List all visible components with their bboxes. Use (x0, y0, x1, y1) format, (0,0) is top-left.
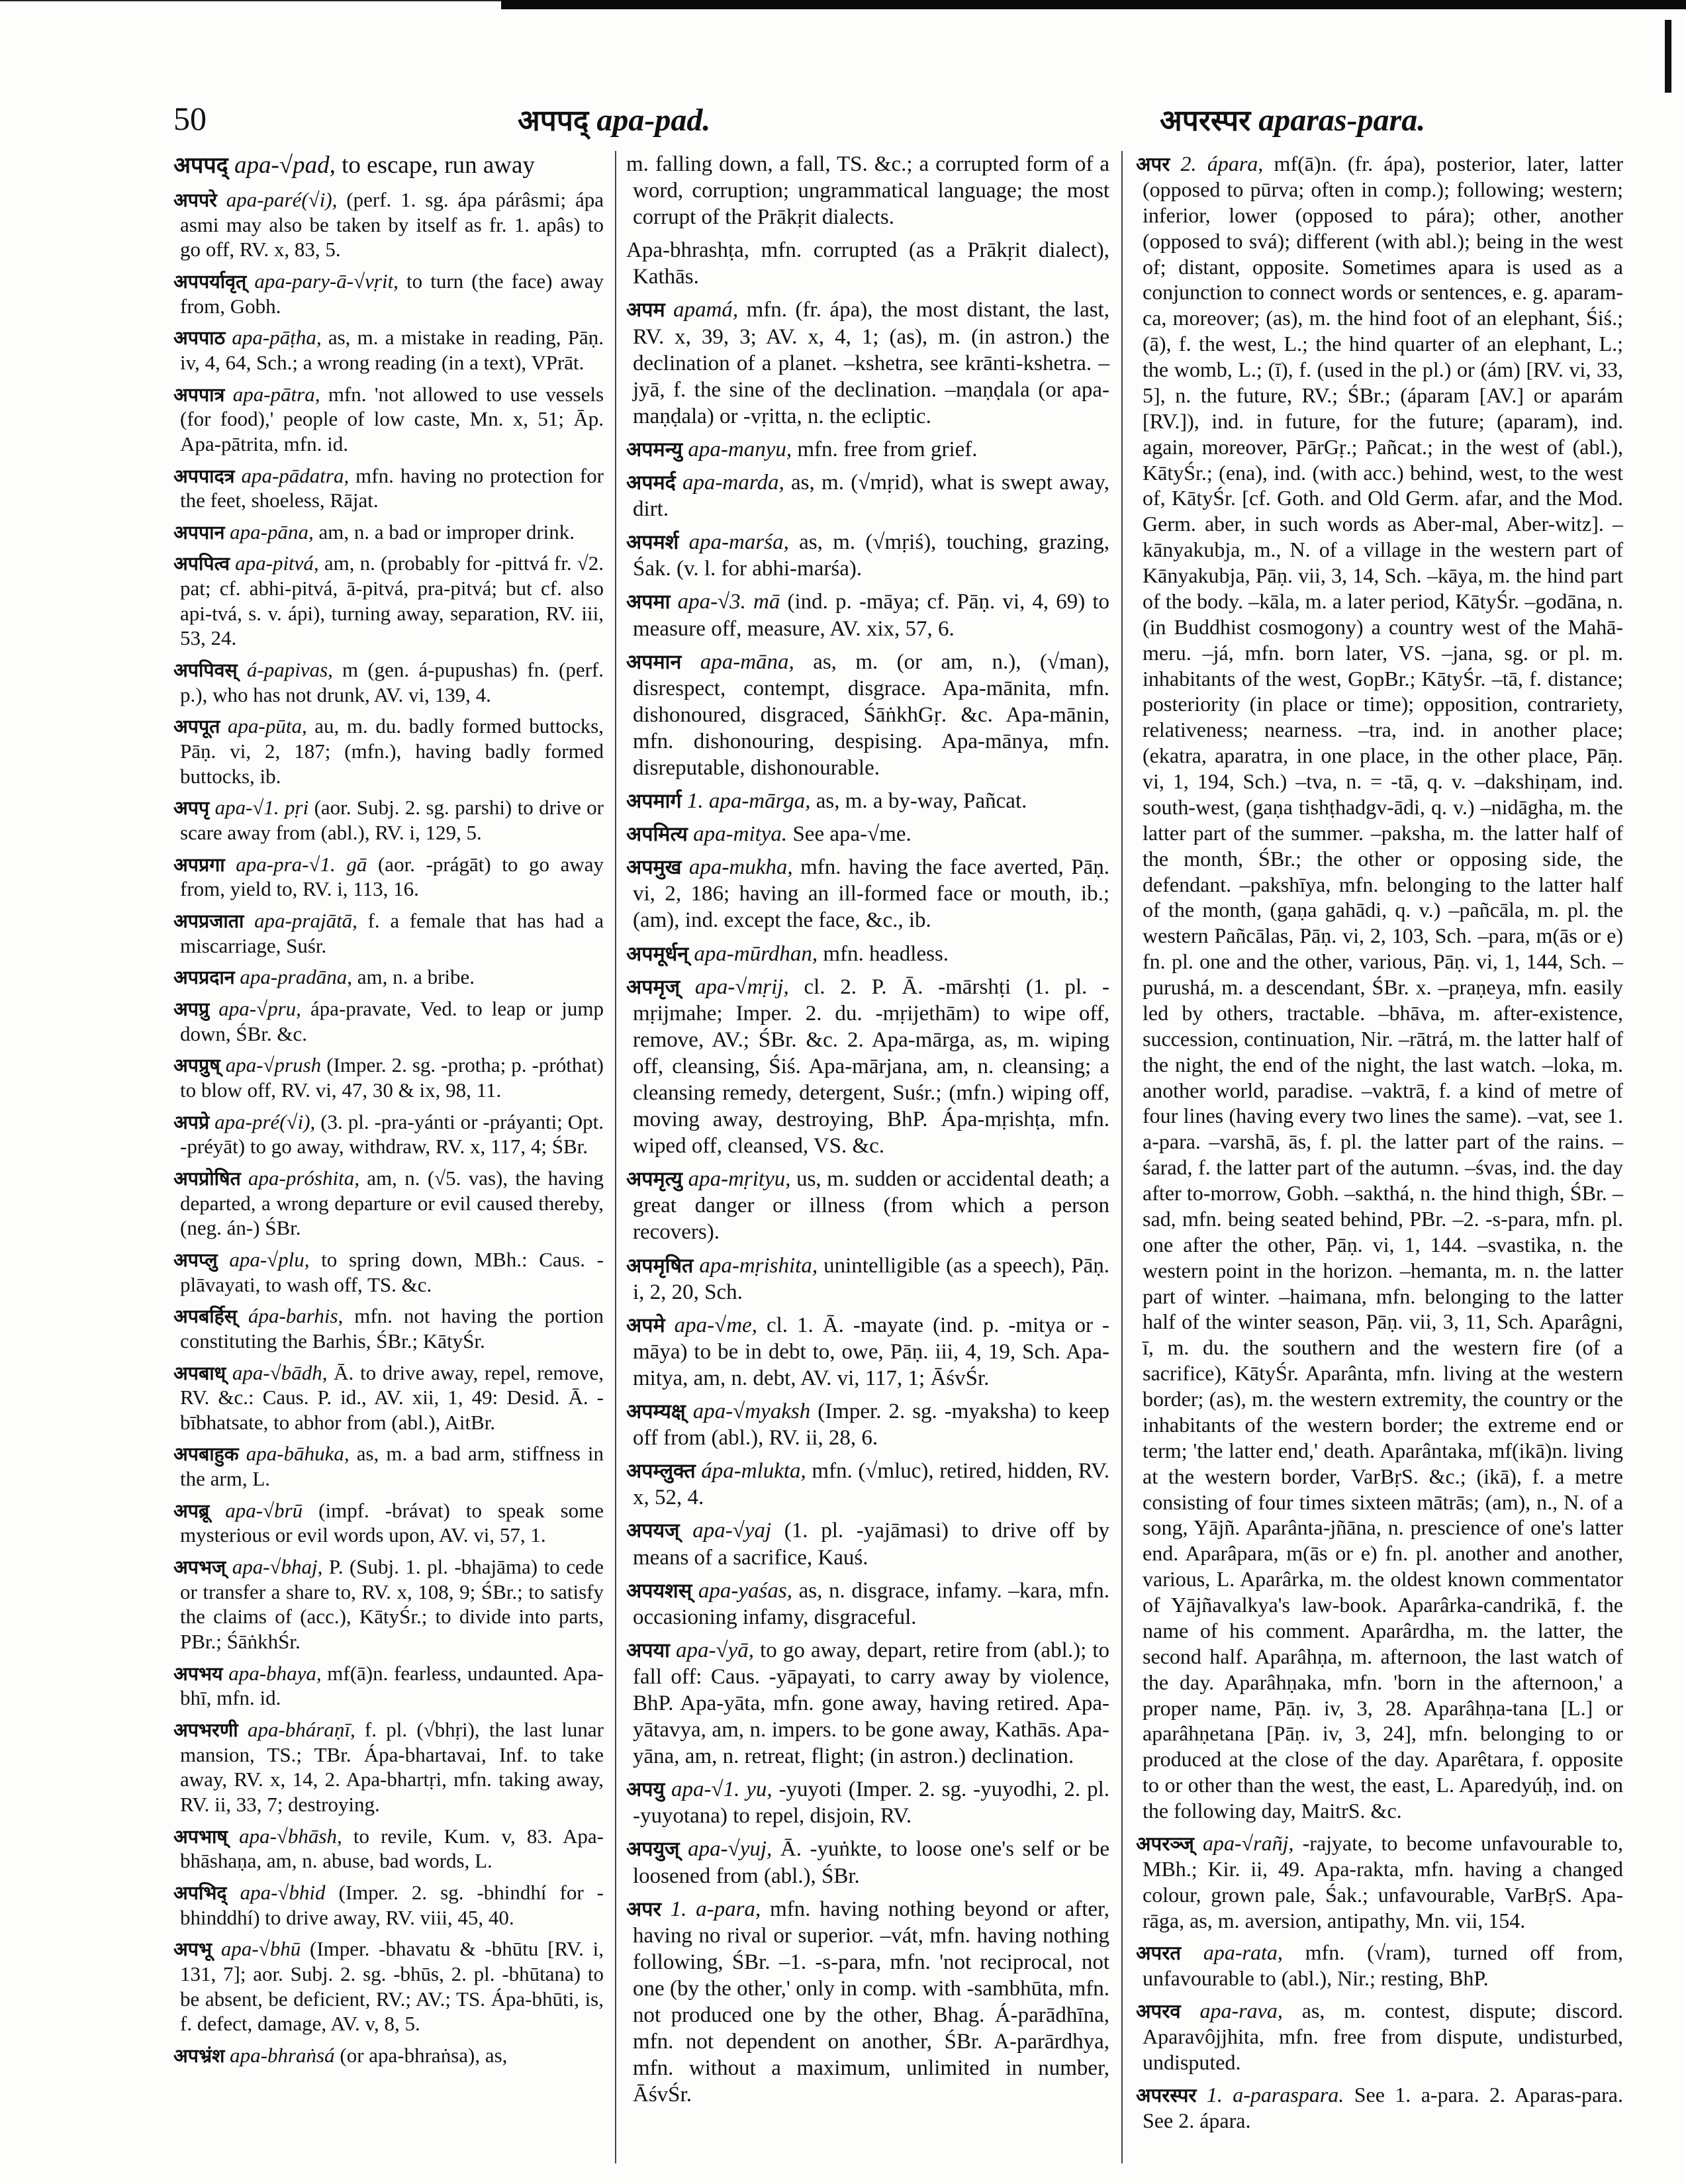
dictionary-entry (626, 1458, 1109, 1511)
dictionary-entry (173, 2043, 604, 2068)
entry-definition: See apa-√me. (787, 822, 912, 847)
headword-transliteration: apa-rava, (1199, 1999, 1283, 2023)
entry-definition: to spring down, MBh.: Caus. -plāvayati, to wash off, TS. &c. (180, 1247, 604, 1296)
headword-transliteration: apa-√brū (225, 1498, 303, 1522)
headword-devanagari: अपमृषित (626, 1254, 694, 1278)
headword-devanagari: अपबर्हिस् (173, 1306, 238, 1328)
entry-definition: mfn. (fr. ápa), the most distant, the last, RV. x, 39, 3; AV. x, 4, 1; (as), m. (in astron.) the declination of a planet. –kshetra, see krānti-kshetra. –jyā, f. the sine of the declination. –maṇḍala (or apa-maṇḍala) or -vṛitta, n. the ecliptic. (633, 298, 1110, 428)
dictionary-entry (626, 1637, 1109, 1770)
headword-devanagari: अपमर्द (626, 471, 676, 495)
headword-transliteration: apa-√mṛij, (694, 974, 789, 999)
entry-definition: mfn. having nothing beyond or after, having no rival or superior. –vát, mfn. having nothing following, ŚBr. –1. -s-para, mfn. 'not reciprocal, not one (by the other,' only in comp. with -sambhūta, mfn. not produced one by the other, Bhag. Á-parādhīna, mfn. not dependent on another, ŚBr. A-parārdhya, mfn. without a maximum, unlimited in number, ĀśvŚr. (633, 1897, 1109, 2107)
headword-transliteration: apa-māna, (700, 649, 794, 674)
entry-definition: mfn. (√mluc), retired, hidden, RV. x, 52, 4. (633, 1459, 1109, 1510)
entry-definition: am, n. (√5. vas), the having departed, a wrong departure or evil caused thereby, (neg. án-) ŚBr. (180, 1166, 604, 1240)
headword-transliteration: á-papivas, (246, 658, 333, 682)
headword-transliteration: apa-√prush (225, 1053, 322, 1077)
entry-definition: -yuyoti (Imper. 2. sg. -yuyodhi, 2. pl. -yuyotana) to repel, disjoin, RV. (633, 1778, 1110, 1828)
headword-transliteration: 1. a-paraspara. (1206, 2082, 1344, 2107)
headword-transliteration: apa-bháraṇī, (247, 1718, 355, 1742)
scan-top-bar (501, 0, 1686, 9)
entry-definition: as, m. a mistake in reading, Pāṇ. iv, 4, 64, Sch.; a wrong reading (in a text), VPrāt. (180, 326, 604, 374)
entry-definition: as, m. contest, dispute; discord. Aparavôjjhita, mfn. free from dispute, undisturbed, undisputed. (1143, 1999, 1623, 2074)
dictionary-entry (173, 463, 604, 513)
headword-transliteration: apa-marśa, (688, 530, 789, 555)
headword-transliteration: 2. ápara, (1180, 152, 1264, 175)
column-rule (1121, 151, 1123, 2163)
dictionary-entry (173, 852, 604, 902)
headword-transliteration: apa-bhraṅsá (230, 2043, 335, 2067)
headword-devanagari: अपम्यक्ष् (626, 1400, 686, 1424)
headword-transliteration: apa-pātra, (232, 382, 320, 406)
headword-transliteration: apamá, (673, 298, 739, 322)
headword-transliteration: apa-mṛityu, (688, 1167, 791, 1192)
right-headword-transliteration: aparas-para. (1258, 103, 1426, 138)
entry-definition: f. pl. (√bhṛi), the last lunar mansion, TS.; TBr. Ápa-bhartavai, Inf. to take away, RV. x, 14, 2. Apa-bhartṛi, mfn. taking away, RV. ii, 33, 7; destroying. (180, 1718, 604, 1817)
entry-definition: (Imper. -bhavatu & -bhūtu [RV. i, 131, 7]; aor. Subj. 2. sg. -bhūs, 2. pl. -bhūtana) to be absent, be deficient, RV.; AV.; TS. Ápa-bhūti, is, f. defect, damage, AV. v, 8, 5. (180, 1937, 604, 2036)
headword-devanagari: अपप्रजाता (173, 910, 244, 933)
left-running-headword (518, 99, 710, 139)
entry-definition: mfn. having no protection for the feet, shoeless, Rājat. (180, 463, 604, 512)
headword-devanagari: अपपाठ (173, 327, 226, 350)
dictionary-entry (173, 1498, 604, 1548)
dictionary-entry (626, 529, 1109, 582)
headword-transliteration: apa-pary-ā-√vṛit, (254, 269, 398, 293)
headword-transliteration: 1. apa-mārga, (686, 789, 811, 814)
headword-transliteration: apa-√1. yu, (671, 1778, 773, 1802)
headword-devanagari: अपर (1136, 153, 1170, 175)
entry-definition: as, m. (√mṛiś), touching, grazing, Śak. (v. l. for abhi-marśa). (633, 530, 1109, 581)
headword-transliteration: 1. a-para, (670, 1897, 761, 1921)
headword-devanagari: अपपर्यावृत् (173, 270, 247, 293)
right-headword-devanagari: अपरस्पर (1160, 104, 1251, 138)
dictionary-entry (173, 1166, 604, 1241)
entry-definition: as, n. disgrace, infamy. –kara, mfn. occasioning infamy, disgraceful. (633, 1578, 1110, 1629)
entry-definition: Ā. to drive away, repel, remove, RV. &c.: Caus. P. id., AV. xii, 1, 49: Desid. Ā. -bībhatsate, to abhor from (abl.), AitBr. (180, 1360, 604, 1434)
entry-definition: to go away, depart, retire from (abl.); to fall off: Caus. -yāpayati, to carry away by violence, BhP. Apa-yāta, mfn. gone away, having retired. Apa-yātavya, am, n. impers. to be gone away, Kathās. Apa-yāna, am, n. retreat, flight; (in astron.) declination. (633, 1638, 1109, 1769)
headword-transliteration: apa-pādatra, (241, 463, 350, 487)
dictionary-entry (173, 325, 604, 375)
column-1 (173, 151, 604, 2075)
entry-definition: (aor. -prágāt) to go away from, yield to, RV. i, 113, 16. (180, 852, 604, 901)
dictionary-entry (173, 1110, 604, 1159)
headword-devanagari: अपमन्यु (626, 438, 683, 461)
headword-devanagari: अपबाध् (173, 1362, 226, 1384)
dictionary-entry (626, 974, 1109, 1160)
entry-definition: as, m. (or am, n.), (√man), disrespect, contempt, disgrace. Apa-mānita, mfn. dishonoured, disgraced, ŚāṅkhGṛ. &c. Apa-mānin, mfn. dishonouring, despising. Apa-mānya, mfn. disreputable, dishonourable. (633, 649, 1110, 780)
headword-transliteration: apa-√myaksh (692, 1400, 811, 1424)
dictionary-entry (626, 469, 1109, 522)
entry-definition: mfn. headless. (818, 941, 949, 966)
entry-definition: as, m. a bad arm, stiffness in the arm, L. (180, 1442, 604, 1491)
left-headword-devanagari: अपपद् (518, 104, 589, 138)
dictionary-entry (626, 436, 1109, 463)
headword-devanagari: अपप्रदान (173, 967, 235, 989)
dictionary-entry (173, 1554, 604, 1654)
headword-devanagari: अपपरे (173, 189, 217, 211)
entry-definition: Ā. -yuṅkte, to loose one's self or be loosened from (abl.), ŚBr. (633, 1837, 1109, 1888)
headword-devanagari: अपरञ्ज् (1136, 1832, 1194, 1855)
dictionary-entry (173, 657, 604, 707)
page-header (173, 99, 1623, 151)
entry-definition: cl. 2. P. Ā. -mārshṭi (1. pl. -mṛijmahe; Imper. 2. du. -mṛijethām) to wipe off, remove, AV.; ŚBr. &c. 2. Apa-mārga, as, m. wiping off, cleansing, Śiś. Apa-mārjana, am, n. cleansing; a cleansing remedy, detergent, Suśr.; (mfn.) wiping off, moving away, destroying, BhP. Ápa-mṛishṭa, mfn. wiped off, cleansed, VS. &c. (633, 974, 1110, 1159)
dictionary-entry (173, 714, 604, 788)
dictionary-entry (626, 854, 1109, 933)
headword-transliteration: apa-√pru, (218, 996, 301, 1020)
entry-definition: mf(ā)n. fearless, undaunted. Apa-bhī, mfn. id. (180, 1661, 604, 1710)
dictionary-entry (626, 821, 1109, 847)
dictionary-entry (1136, 1998, 1623, 2075)
headword-transliteration: apa-mitya. (693, 822, 788, 847)
headword-transliteration: apa-marda, (682, 471, 784, 495)
column-2 (626, 151, 1109, 2114)
entry-definition: See 1. a-para. 2. Aparas-para. See 2. ápara. (1143, 2082, 1624, 2132)
headword-transliteration: apa-√bhaj, (232, 1555, 323, 1579)
headword-devanagari: अपम्लुक्त (626, 1460, 696, 1484)
dictionary-entry (173, 908, 604, 958)
headword-devanagari: अपर (626, 1897, 661, 1921)
left-headword-transliteration: apa-pad. (596, 103, 711, 138)
dictionary-entry (173, 1360, 604, 1435)
dictionary-entry (173, 520, 604, 545)
headword-transliteration: apa-√plu, (229, 1247, 310, 1271)
dictionary-entry (173, 996, 604, 1046)
headword-devanagari: अपप्रुष् (173, 1055, 220, 1077)
dictionary-entry (1136, 2082, 1623, 2134)
entry-definition: mfn. free from grief. (792, 437, 978, 461)
headword-transliteration: apa-yaśas, (698, 1578, 792, 1603)
page-number: 50 (173, 100, 207, 137)
headword-devanagari: अपयज् (626, 1519, 680, 1543)
headword-transliteration: apa-√rañj, (1202, 1830, 1294, 1855)
dictionary-entry (626, 788, 1109, 814)
headword-transliteration: apa-manyu, (688, 437, 792, 461)
headword-devanagari: अपभिद् (173, 1881, 227, 1904)
entry-definition: m (gen. á-pupushas) fn. (perf. p.), who has not drunk, AV. vi, 139, 4. (180, 658, 604, 706)
right-running-headword (1160, 99, 1425, 139)
headword-transliteration: apa-próshita, (248, 1166, 359, 1190)
entry-definition: am, n. a bad or improper drink. (313, 520, 575, 544)
headword-devanagari: अपरव (1136, 2000, 1181, 2023)
dictionary-entry (173, 1936, 604, 2036)
headword-devanagari: अपमुख (626, 856, 682, 880)
headword-devanagari: अपमित्य (626, 823, 688, 847)
entry-definition: unintelligible (as a speech), Pāṇ. i, 2, 20, Sch. (633, 1253, 1110, 1304)
dictionary-entry (173, 965, 604, 990)
dictionary-entry (626, 1312, 1109, 1392)
headword-transliteration: apa-mukha, (688, 855, 793, 880)
entry-definition: (3. pl. -pra-yánti or -práyanti; Opt. -préyāt) to go away, withdraw, RV. x, 117, 4; ŚBr. (180, 1110, 604, 1159)
headword-transliteration: apa-mṛishita, (699, 1253, 818, 1278)
entry-definition: (perf. 1. sg. ápa párâsmi; ápa asmi may also be taken by itself as fr. 1. apâs) to go off, RV. x, 83, 5. (180, 187, 604, 261)
entry-definition: am, n. (probably for -pittvá fr. √2. pat; cf. abhi-pitvá, ā-pitvá, pra-pitvá; but cf. also api-tvá, s. v. ápi), turning away, separation, RV. iii, 53, 24. (180, 551, 604, 650)
dictionary-entry (626, 1398, 1109, 1451)
headword-transliteration: apa-mūrdhan, (694, 941, 818, 966)
headword-transliteration: apa-√yuj, (688, 1837, 773, 1862)
entry-definition: (impf. -brávat) to speak some mysterious or evil words upon, AV. vi, 57, 1. (180, 1498, 604, 1547)
headword-devanagari: अपमृत्यु (626, 1168, 683, 1192)
headword-transliteration: apa-pāna, (230, 520, 314, 544)
entry-definition: us, m. sudden or accidental death; a great danger or illness (from which a person recovers). (633, 1167, 1109, 1245)
dictionary-entry (626, 1578, 1109, 1631)
headword-devanagari: अपभय (173, 1662, 223, 1685)
entry-definition: to turn (the face) away from, Gobh. (180, 269, 604, 318)
dictionary-entry (173, 1053, 604, 1102)
dictionary-entry (626, 237, 1109, 290)
headword-devanagari: अपप्रोषित (173, 1167, 241, 1190)
entry-definition: (or apa-bhraṅsa), as, (334, 2043, 508, 2067)
dictionary-entry (626, 649, 1109, 781)
dictionary-entry (626, 1253, 1109, 1306)
dictionary-entry (626, 297, 1109, 429)
dictionary-entry (1136, 1940, 1623, 1991)
dictionary-entry (626, 941, 1109, 967)
dictionary-entry (626, 589, 1109, 641)
headword-transliteration: apa-pāṭha, (232, 326, 322, 350)
entry-definition: au, m. du. badly formed buttocks, Pāṇ. vi, 2, 187; (mfn.), having badly formed buttocks, ib. (180, 714, 604, 788)
headword-transliteration: apa-√yaj (692, 1519, 772, 1543)
entry-definition: (ind. p. -māya; cf. Pāṇ. vi, 4, 69) to measure off, measure, AV. xix, 57, 6. (633, 590, 1110, 641)
headword-devanagari: अपपित्व (173, 553, 230, 575)
dictionary-entry (173, 1247, 604, 1297)
entry-definition: (Imper. 2. sg. -bhindhí for -bhinddhí) to drive away, RV. viii, 45, 40. (180, 1880, 604, 1929)
headword-devanagari: अपभरणी (173, 1719, 238, 1742)
headword-devanagari: अपभज् (173, 1556, 226, 1579)
headword-devanagari: अपपद् (173, 152, 228, 179)
entry-definition: ápa-pravate, Ved. to leap or jump down, ŚBr. &c. (180, 996, 604, 1045)
headword-devanagari: अपब्रू (173, 1499, 210, 1522)
entry-definition: mfn. 'not allowed to use vessels (for food),' people of low caste, Mn. x, 51; Āp. Apa-pātrita, mfn. id. (180, 382, 604, 455)
headword-transliteration: apa-√bādh, (232, 1360, 328, 1384)
entry-definition: am, n. a bribe. (351, 965, 475, 989)
headword-devanagari: अपमूर्धन् (626, 942, 689, 966)
entry-definition: as, m. a by-way, Pañcat. (810, 789, 1027, 814)
dictionary-entry (173, 1441, 604, 1491)
dictionary-entry (626, 151, 1109, 230)
dictionary-entry (173, 187, 604, 262)
headword-devanagari: अपबाहुक (173, 1443, 239, 1466)
headword-devanagari: अपमा (626, 591, 671, 614)
headword-transliteration: apa-√bhāsh, (239, 1824, 342, 1848)
headword-devanagari: अपमान (626, 650, 682, 674)
dictionary-entry (1136, 1830, 1623, 1934)
dictionary-entry (173, 1661, 604, 1711)
entry-definition: m. falling down, a fall, TS. &c.; a corrupted form of a word, corruption; ungrammatical language; the most corrupt of the Prākṛit dialects. (626, 152, 1109, 230)
dictionary-entry (173, 1304, 604, 1353)
dictionary-entry (626, 1896, 1109, 2109)
headword-devanagari: अपप्रगा (173, 853, 225, 876)
headword-transliteration: apa-pitvá, (235, 551, 319, 575)
headword-transliteration: ápa-barhis, (248, 1304, 344, 1328)
headword-devanagari: अपयु (626, 1778, 665, 1802)
entry-definition: mf(ā)n. (fr. ápa), posterior, later, latter (opposed to pūrva; often in comp.); following; western; inferior, lower (opposed to pára); other, another (opposed to svá); different (with abl.); being in the west of; distant, opposite. Sometimes apara is used as a conjunction to connect words or sentences, e. g. aparam-ca, moreover; (as), m. the hind foot of an elephant, Śiś.; (ā), f. the west, L.; the hind quarter of an elephant, L.; the womb, L.; (ī), f. (used in the pl.) or (ám) [RV. vi, 33, 5], n. the future, RV.; ŚBr.; (áparam [AV.] or aparám [RV.]), ind. in future, for the future; (aparam), ind. again, moreover, PārGṛ.; Pañcat.; in the west of (abl.), KātyŚr.; (ena), ind. (with acc.) behind, west, to the west of, KātyŚr. [cf. Goth. and Old Germ. afar, and the Mod. Germ. aber, in such words as Aber-mal, Aber-witz]. –kānyakubja, m., N. of a village in the western part of Kānyakubja, Pāṇ. vii, 3, 14, Sch. –kāya, m. the hind part of the body. –kāla, m. a later period, KātyŚr. –godāna, n. (in Buddhist cosmogony) a country west of the Mahā-meru. –já, mfn. born later, VS. –jana, sg. or pl. m. inhabitants of the west, GopBr.; KātyŚr. –tā, f. distance; posteriority (in place or time); opposition, contrariety, relativeness; nearness. –tra, ind. in another place; (ekatra, aparatra, in one place, in the other place, Pāṇ. vi, 1, 194, Sch.) –tva, n. = -tā, q. v. –dakshiṇam, ind. south-west, (gaṇa tishṭhadgv-ādi, q. v.) –nidāgha, m. the latter part of the summer. –paksha, m. the latter half of the month, ŚBr.; the other or opposing side, the defendant. –pakshīya, mfn. belonging to the latter half of the month, (gaṇa gahādi, q. v.) –pañcāla, m. pl. the western Pañcālas, Pāṇ. vi, 2, 103, Sch. –para, m(ās or e) fn. pl. one and the other, various, Pāṇ. vi, 1, 144, Sch. –purushá, m. a descendant, ŚBr. x. –praṇeya, mfn. easily led by others, tractable. –bhāva, m. after-existence, succession, continuation, Nir. –rātrá, m. the latter half of the night, the end of the night, the last watch. –loka, m. another world, paradise. –vaktrā, f. a kind of metre of four lines (having every two lines the same). –vat, see 1. a-para. –varshā, ās, f. pl. the latter part of the rains. –śarad, f. the latter part of the autumn. –śvas, ind. the day after to-morrow, Gobh. –sakthá, n. the hind thigh, ŚBr. –sad, mfn. being seated behind, PBr. –2. -s-para, mfn. pl. one after the other, Pāṇ. vi, 1, 144. –svastika, n. the western point in the horizon. –hemanta, m. n. the latter part of winter. –haimana, mfn. belonging to the latter half of the winter season, Pāṇ. vii, 3, 11, Sch. Aparâgni, ī, m. du. the southern and the western fire (of a sacrifice), KātyŚr. Aparânta, mfn. living at the western border; (as), m. the western extremity, the country or the inhabitants of the western border; the extreme end or term; 'the latter end,' death. Aparântaka, mf(ikā)n. living at the western border, VarBṛS. &c.; (ikā), f. a metre consisting of four times sixteen mātrās; (am), n., N. of a song, Yājñ. Aparânta-jñāna, n. prescience of one's latter end. Aparâpara, m(ās or e) fn. pl. another and another, various, L. Aparârka, m. the oldest known commentator of Yājñavalkya's law-book. Aparârka-candrikā, f. the name of his comment. Aparârdha, m. the latter, the second half. Aparâhṇa, m. afternoon, the last watch of the day. Aparâhṇaka, mfn. 'born in the afternoon,' a proper name, Pāṇ. iv, 3, 28. Aparâhṇa-tana [L.] or aparâhṇetana [Pāṇ. iv, 3, 24], mfn. belonging to or produced at the close of the day. Aparêtara, f. opposite to or other than the west, the east, L. Aparedyúḥ, ind. on the following day, MaitrS. &c. (1143, 152, 1624, 1823)
dictionary-entry (173, 151, 604, 181)
entry-definition: to revile, Kum. v, 83. Apa-bhāshaṇa, am, n. abuse, bad words, L. (180, 1824, 604, 1873)
headword-transliteration: apa-prajātā, (254, 909, 357, 933)
headword-transliteration: apa-√me, (674, 1313, 757, 1337)
dictionary-entry (173, 795, 604, 845)
dictionary-entry (173, 382, 604, 457)
headword-devanagari: अपभ्रंश (173, 2044, 225, 2067)
entry-definition: (Imper. 2. sg. -protha; p. -próthat) to blow off, RV. vi, 47, 30 & ix, 98, 11. (180, 1053, 604, 1102)
headword-devanagari: अपमे (626, 1313, 665, 1337)
entry-definition: f. a female that has had a miscarriage, Suśr. (180, 909, 604, 957)
headword-devanagari: अपमार्ग (626, 790, 682, 814)
headword-devanagari: अपपूत (173, 716, 220, 738)
headword-devanagari: अपम (626, 299, 665, 322)
dictionary-page (173, 99, 1624, 2132)
headword-devanagari: अपपादत्र (173, 465, 235, 487)
headword-devanagari: अपभू (173, 1938, 212, 1961)
headword-devanagari: अपपान (173, 521, 225, 544)
entry-definition: as, m. (√mṛid), what is swept away, dirt. (633, 471, 1109, 522)
headword-devanagari: अपमर्श (626, 531, 679, 555)
headword-transliteration: ápa-mlukta, (701, 1459, 806, 1484)
headword-transliteration: apa-√bhid (240, 1880, 326, 1904)
entry-definition: -rajyate, to become unfavourable to, MBh.; Kir. ii, 49. Apa-rakta, mfn. having a changed colour, grown pale, Śak.; unfavourable, VarBṛS. Apa-rāga, as, m. aversion, antipathy, Mn. vii, 154. (1143, 1830, 1624, 1932)
headword-devanagari: अपरत (1136, 1942, 1182, 1965)
headword-transliteration: apa-bhaya, (228, 1661, 322, 1685)
headword-devanagari: अपप्रे (173, 1111, 210, 1133)
headword-transliteration: apa-√pad, (234, 152, 336, 179)
headword-transliteration: apa-√bhū (220, 1937, 301, 1961)
headword-devanagari: अपपिवस् (173, 659, 238, 682)
dictionary-entry (173, 1717, 604, 1817)
headword-transliteration: apa-rata, (1203, 1940, 1283, 1965)
entry-definition: (Imper. 2. sg. -myaksha) to keep off from (abl.), RV. ii, 28, 6. (633, 1400, 1109, 1450)
dictionary-entry (173, 269, 604, 318)
headword-transliteration: apa-√1. pṛi (214, 796, 309, 820)
entry-definition: (1. pl. -yajāmasi) to drive off by means of a sacrifice, Kauś. (633, 1519, 1110, 1570)
entry-definition: Apa-bhrashṭa, mfn. corrupted (as a Prākṛit dialect), Kathās. (626, 238, 1109, 289)
entry-definition: mfn. not having the portion constituting the Barhis, ŚBr.; KātyŚr. (180, 1304, 604, 1353)
column-rule (615, 151, 616, 2163)
entry-definition: cl. 1. Ā. -mayate (ind. p. -mitya or -māya) to be in debt to, owe, Pāṇ. iii, 4, 19, Sch. Apa-mitya, am, n. debt, AV. vi, 117, 1; ĀśvŚr. (633, 1313, 1109, 1390)
dictionary-entry (1136, 151, 1623, 1824)
headword-transliteration: apa-pradāna, (240, 965, 352, 989)
column-3 (1136, 151, 1623, 2140)
entry-definition: mfn. (√ram), turned off from, unfavourable to (abl.), Nir.; resting, BhP. (1143, 1940, 1624, 1991)
headword-transliteration: apa-√yā, (676, 1638, 755, 1662)
headword-transliteration: apa-pré(√i), (214, 1110, 316, 1133)
headword-transliteration: apa-bāhuka, (246, 1442, 350, 1466)
headword-devanagari: अपप्लु (173, 1249, 218, 1271)
dictionary-entry (626, 1836, 1109, 1889)
headword-devanagari: अपपृ (173, 797, 210, 820)
dictionary-entry (626, 1166, 1109, 1245)
headword-transliteration: apa-√3. mā (677, 590, 780, 614)
headword-devanagari: अपरस्पर (1136, 2083, 1197, 2107)
dictionary-entry (626, 1776, 1109, 1829)
headword-devanagari: अपया (626, 1638, 670, 1662)
dictionary-entry (173, 1824, 604, 1874)
headword-devanagari: अपयशस् (626, 1579, 692, 1603)
dictionary-entry (173, 551, 604, 651)
entry-definition: (aor. Subj. 2. sg. parshi) to drive or scare away from (abl.), RV. i, 129, 5. (180, 796, 604, 845)
headword-transliteration: apa-paré(√i), (226, 187, 338, 211)
entry-definition: to escape, run away (335, 152, 535, 179)
headword-devanagari: अपभाष् (173, 1825, 228, 1848)
headword-devanagari: अपपात्र (173, 383, 225, 406)
entry-definition: P. (Subj. 1. pl. -bhajāma) to cede or transfer a share to, RV. x, 108, 9; ŚBr.; to satisfy the claims of (acc.), KātyŚr.; to divide into parts, PBr.; ŚāṅkhŚr. (180, 1555, 604, 1654)
headword-devanagari: अपप्रु (173, 998, 210, 1020)
dictionary-entry (626, 1517, 1109, 1570)
edge-mark (1665, 20, 1671, 93)
headword-transliteration: apa-pra-√1. gā (236, 852, 367, 876)
headword-transliteration: apa-pūta, (228, 714, 307, 738)
headword-devanagari: अपयुज् (626, 1838, 680, 1862)
entry-definition: mfn. having the face averted, Pāṇ. vi, 2, 186; having an ill-formed face or mouth, ib.; (am), ind. except the face, &c., ib. (633, 855, 1109, 933)
dictionary-entry (173, 1880, 604, 1930)
headword-devanagari: अपमृज् (626, 975, 680, 999)
